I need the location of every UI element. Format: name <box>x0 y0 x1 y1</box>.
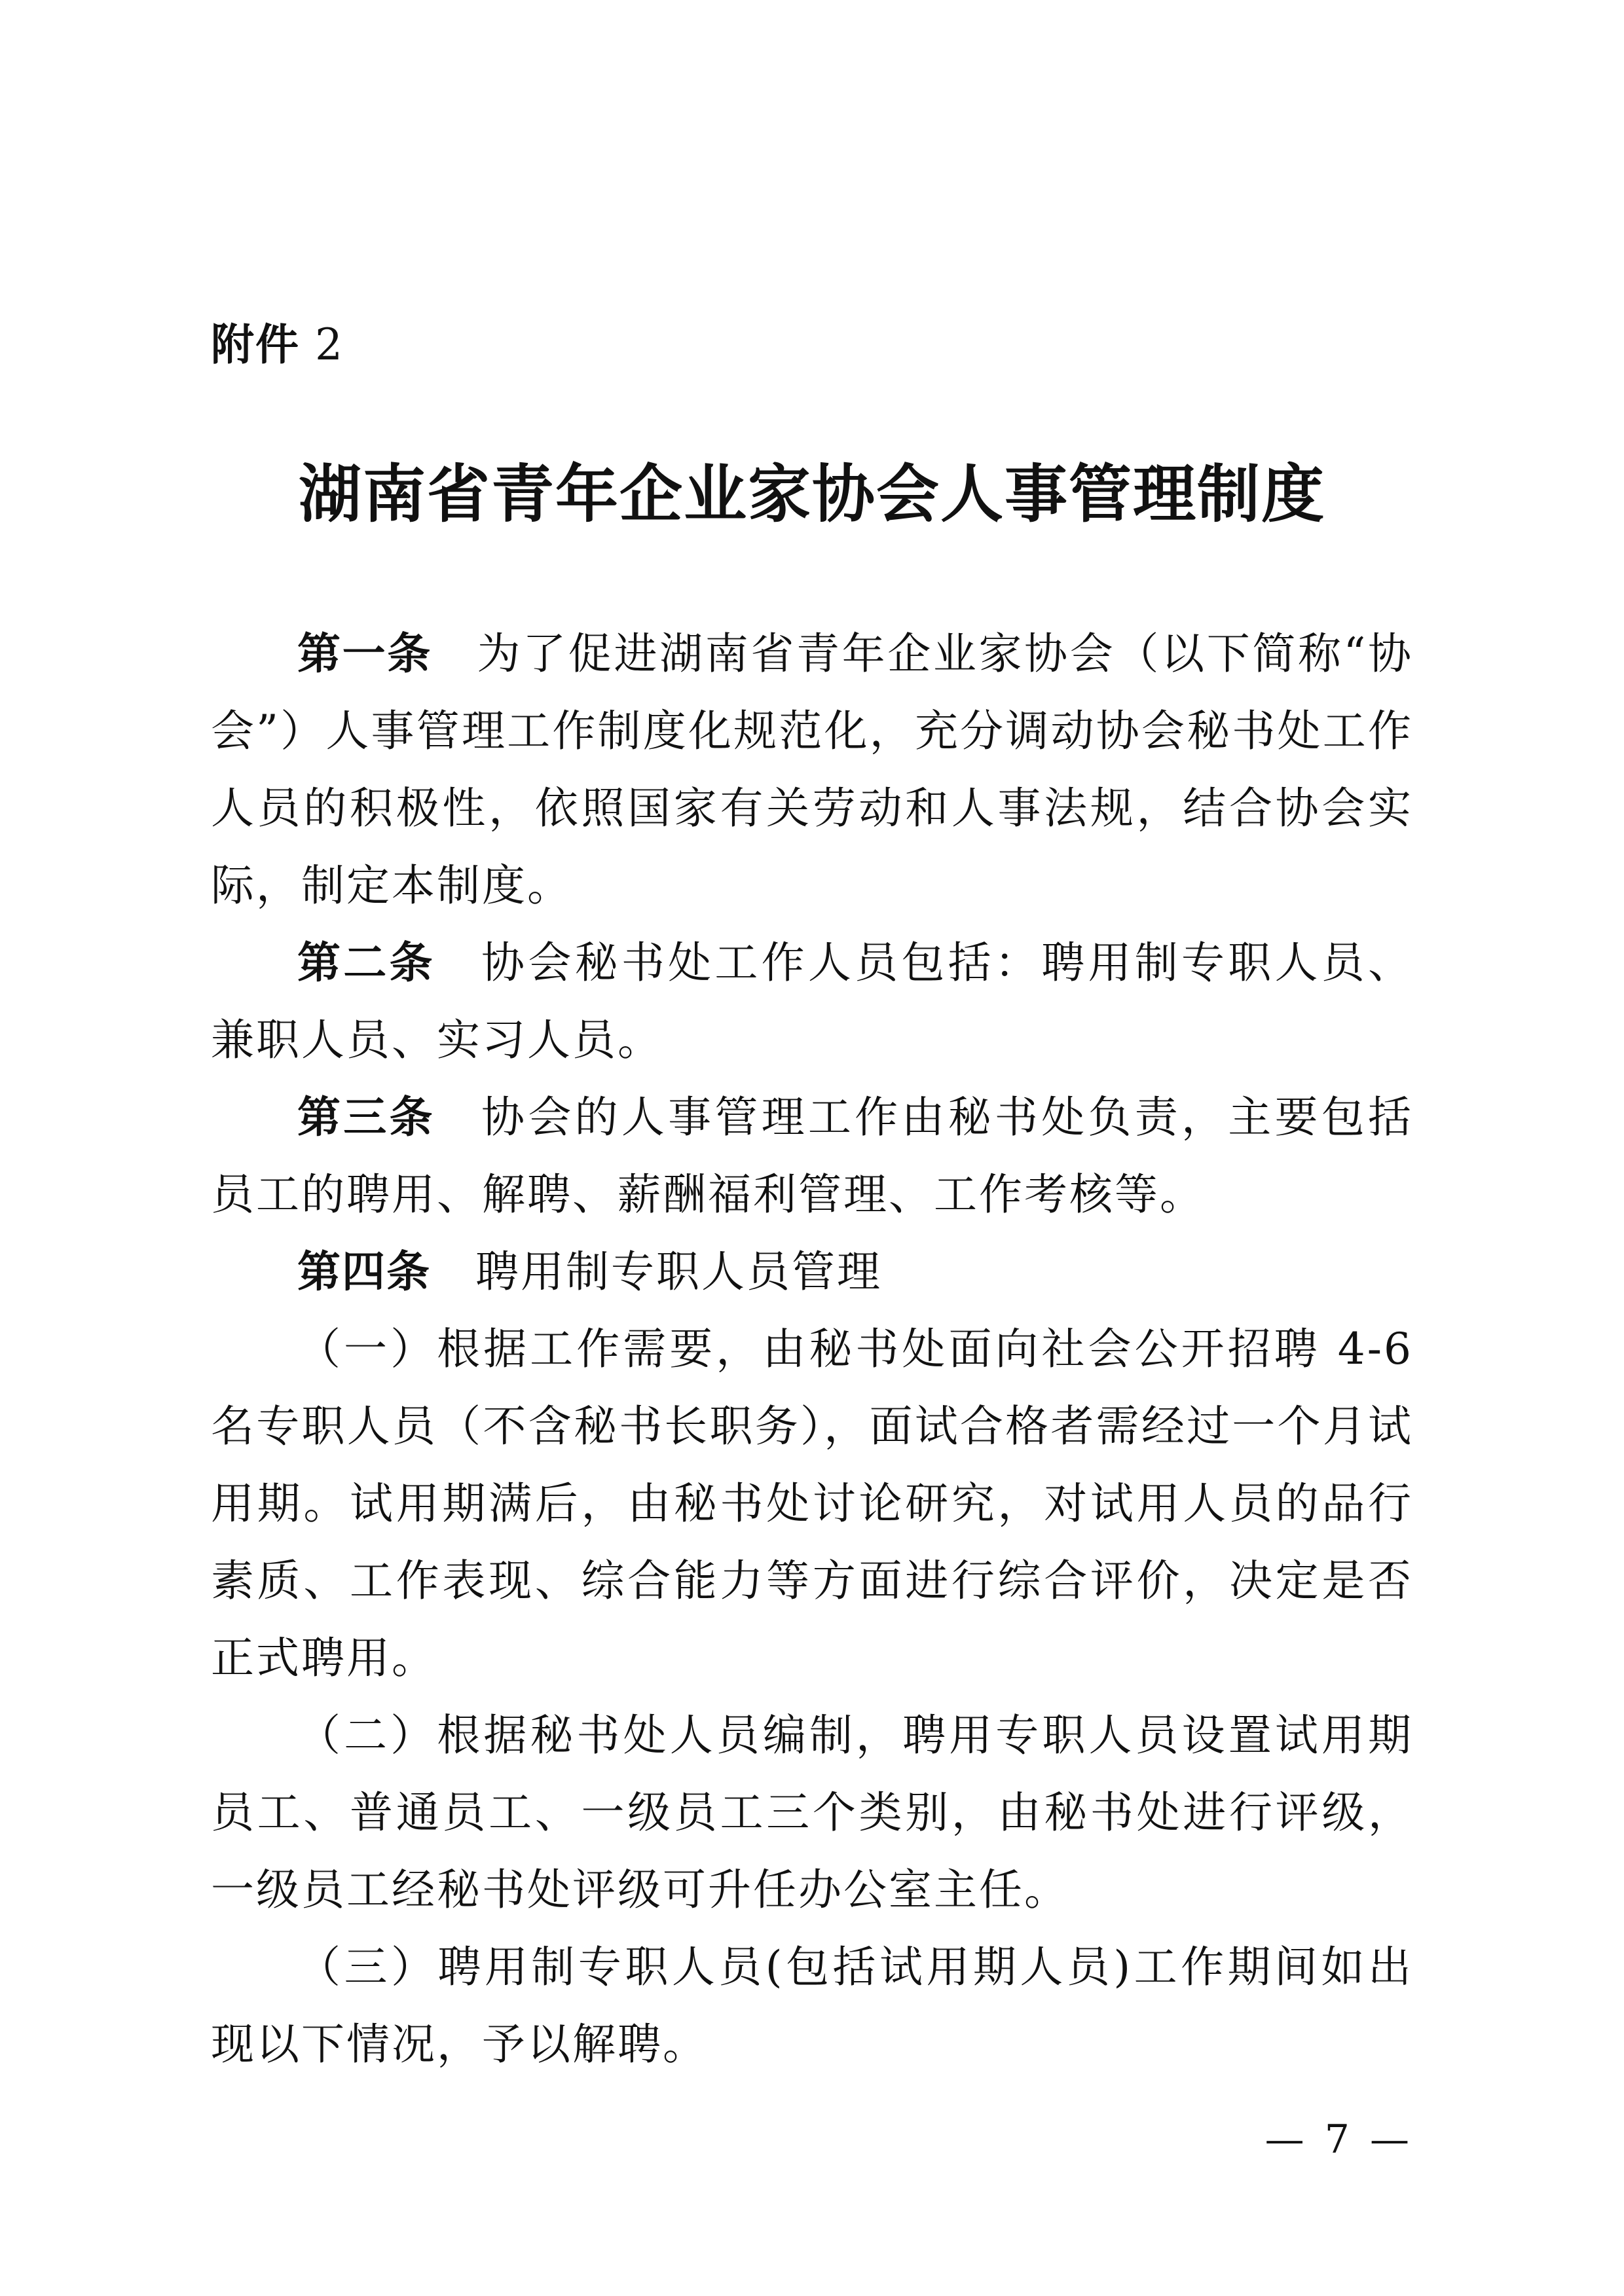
article-4-heading: 第四条 <box>297 1247 431 1297</box>
article-4 <box>211 1233 1413 1311</box>
clause-2: （二）根据秘书处人员编制，聘用专职人员设置试用期员工、普通员工、一级员工三个类别，由秘书处进行评级，一级员工经秘书处评级可升任办公室主任。 <box>211 1710 1413 1915</box>
article-3-heading: 第三条 <box>297 1092 435 1142</box>
article-1-heading: 第一条 <box>297 629 432 679</box>
clause-1: （一）根据工作需要，由秘书处面向社会公开招聘 4-6 名专职人员（不含秘书长职务），面试合格者需经过一个月试用期。试用期满后，由秘书处讨论研究，对试用人员的品行素质、工作表现、综合能力等方面进行综合评价，决定是否正式聘用。 <box>211 1324 1413 1683</box>
article-1-text: 为了促进湖南省青年企业家协会（以下简称“协会”）人事管理工作制度化规范化，充分调动协会秘书处工作人员的积极性，依照国家有关劳动和人事法规，结合协会实际，制定本制度。 <box>211 629 1413 911</box>
clause-3: （三）聘用制专职人员(包括试用期人员)工作期间如出现以下情况，予以解聘。 <box>211 1942 1413 2069</box>
document-body <box>211 615 1413 2083</box>
article-1 <box>211 615 1413 924</box>
article-4-text: 聘用制专职人员管理 <box>475 1247 882 1297</box>
attachment-label-text: 附件 <box>211 319 300 370</box>
attachment-number: 2 <box>314 319 344 370</box>
page-number: — 7 — <box>1264 2117 1413 2162</box>
article-2 <box>211 924 1413 1079</box>
article-2-text: 协会秘书处工作人员包括：聘用制专职人员、兼职人员、实习人员。 <box>211 938 1414 1065</box>
article-3 <box>211 1079 1413 1233</box>
attachment-label <box>211 316 344 374</box>
document-title: 湖南省青年企业家协会人事管理制度 <box>299 458 1325 531</box>
article-2-heading: 第二条 <box>297 938 435 988</box>
article-3-text: 协会的人事管理工作由秘书处负责，主要包括员工的聘用、解聘、薪酬福利管理、工作考核等。 <box>211 1092 1414 1220</box>
